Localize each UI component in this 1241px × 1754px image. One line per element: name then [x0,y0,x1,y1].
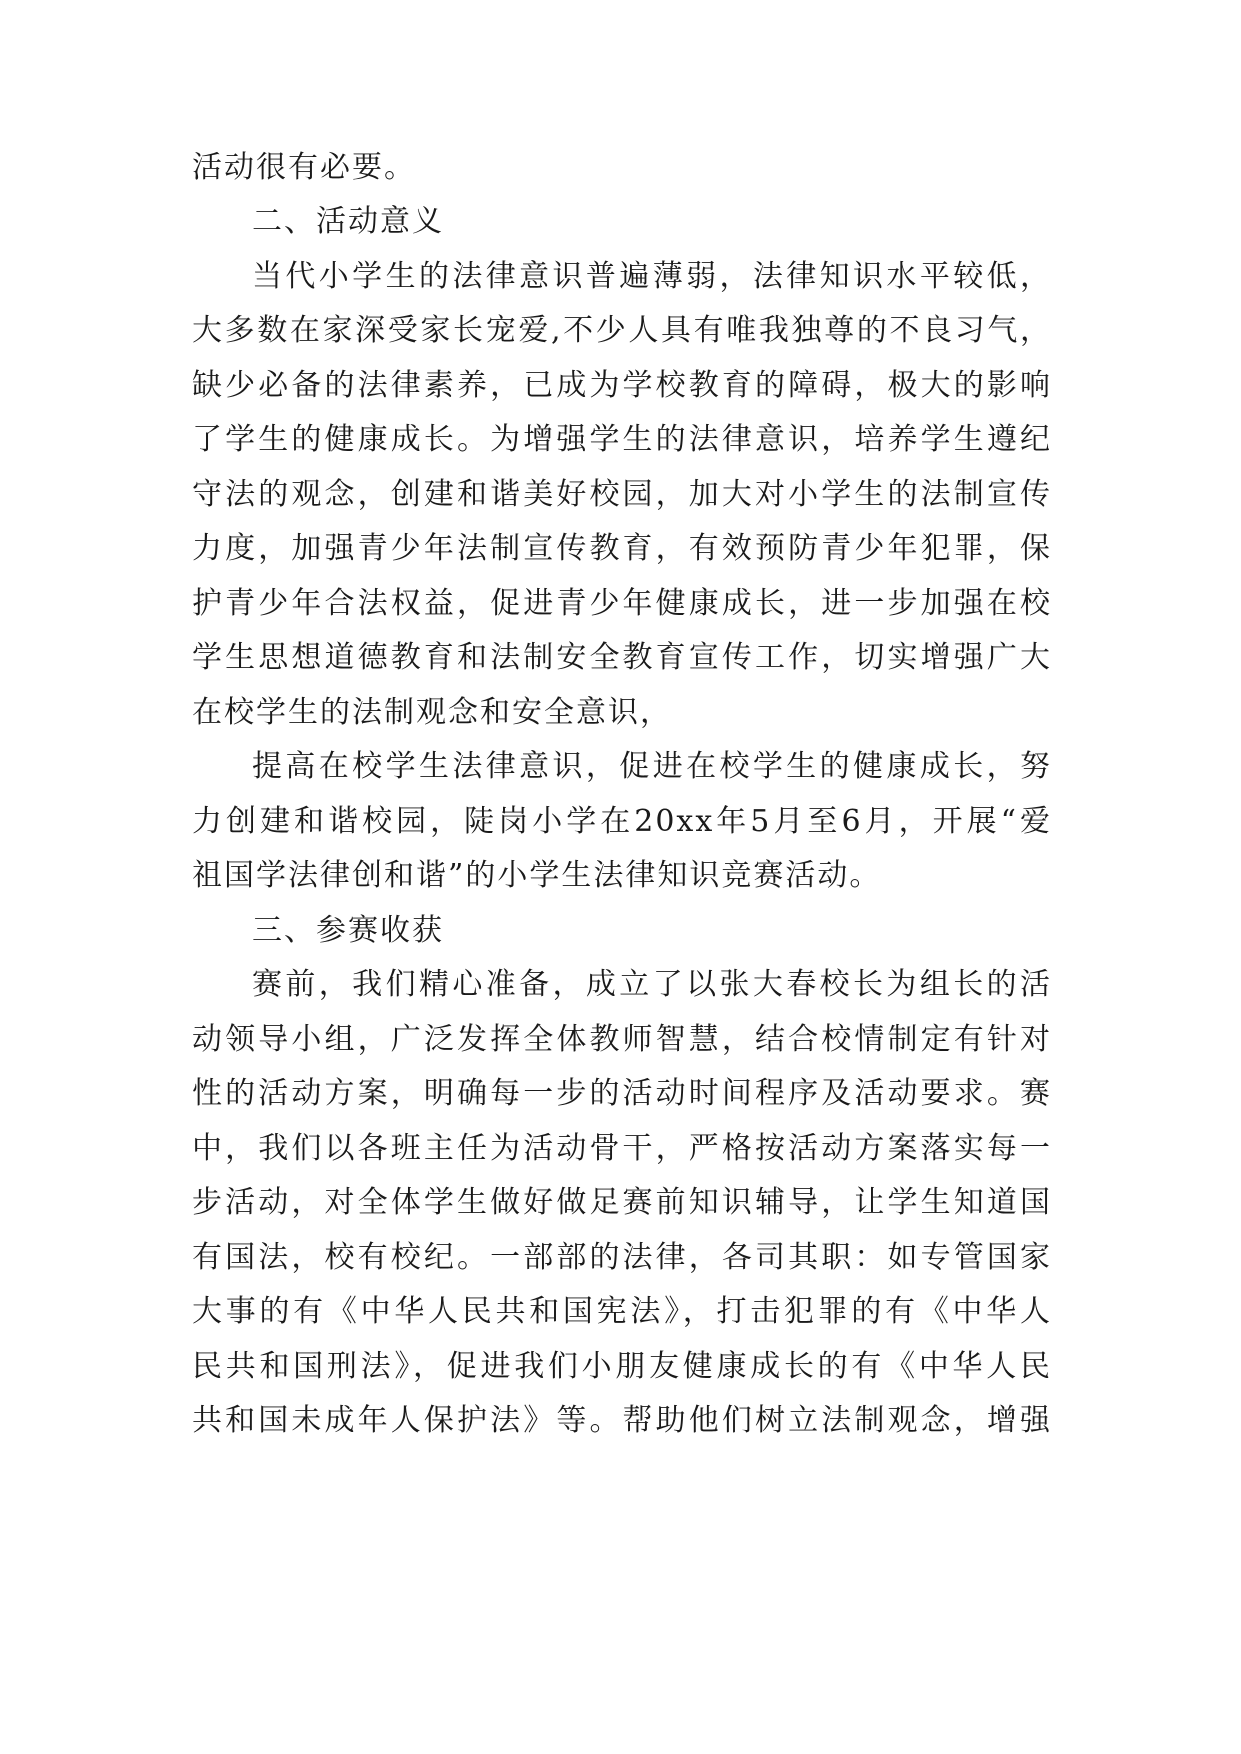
paragraph-line: 护青少年合法权益，促进青少年健康成长，进一步加强在校 [192,586,1052,621]
paragraph-line: 共和国未成年人保护法》等。帮助他们树立法制观念，增强 [192,1403,1052,1438]
paragraph-line: 祖国学法律创和谐”的小学生法律知识竞赛活动。 [192,858,882,893]
paragraph-line: 缺少必备的法律素养，已成为学校教育的障碍，极大的影响 [192,368,1052,403]
paragraph-line: 性的活动方案，明确每一步的活动时间程序及活动要求。赛 [192,1076,1052,1111]
paragraph-line: 中，我们以各班主任为活动骨干，严格按活动方案落实每一 [192,1131,1052,1166]
paragraph-line: 力度，加强青少年法制宣传教育，有效预防青少年犯罪，保 [192,531,1052,566]
paragraph-line: 民共和国刑法》，促进我们小朋友健康成长的有《中华人民 [192,1349,1052,1384]
paragraph-line: 大事的有《中华人民共和国宪法》，打击犯罪的有《中华人 [192,1294,1052,1329]
paragraph-line: 在校学生的法制观念和安全意识， [192,695,672,730]
paragraph-line: 了学生的健康成长。为增强学生的法律意识，培养学生遵纪 [192,422,1052,457]
paragraph-line: 赛前，我们精心准备，成立了以张大春校长为组长的活 [252,967,1052,1002]
paragraph-line: 当代小学生的法律意识普遍薄弱，法律知识水平较低， [252,259,1052,294]
paragraph-line: 活动很有必要。 [192,150,416,185]
paragraph-line: 力创建和谐校园，陡岗小学在20xx年5月至6月，开展“爱 [192,804,1052,839]
section-heading: 二、活动意义 [252,204,444,239]
paragraph-line: 守法的观念，创建和谐美好校园，加大对小学生的法制宣传 [192,477,1052,512]
section-heading: 三、参赛收获 [252,913,444,948]
paragraph-line: 步活动，对全体学生做好做足赛前知识辅导，让学生知道国 [192,1185,1052,1220]
paragraph-line: 提高在校学生法律意识，促进在校学生的健康成长，努 [252,749,1052,784]
paragraph-line: 学生思想道德教育和法制安全教育宣传工作，切实增强广大 [192,640,1052,675]
paragraph-line: 动领导小组，广泛发挥全体教师智慧，结合校情制定有针对 [192,1022,1052,1057]
paragraph-line: 有国法，校有校纪。一部部的法律，各司其职：如专管国家 [192,1240,1052,1275]
paragraph-line: 大多数在家深受家长宠爱,不少人具有唯我独尊的不良习气， [192,313,1052,348]
